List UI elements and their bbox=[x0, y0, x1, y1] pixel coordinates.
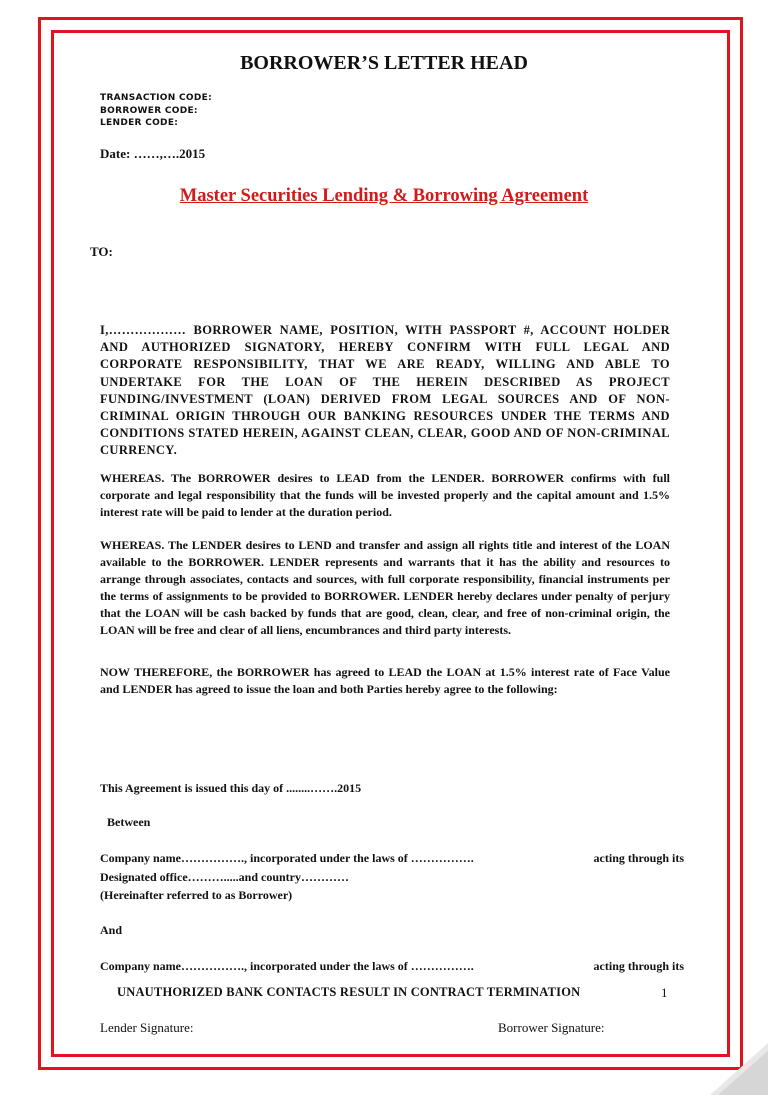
page-curl-icon bbox=[690, 1035, 768, 1095]
designated-office-line: Designated office……….....and country………… bbox=[100, 870, 349, 884]
issued-line: This Agreement is issued this day of ........…….2015 bbox=[100, 781, 362, 795]
and-label: And bbox=[100, 923, 123, 937]
transaction-code-label: TRANSACTION CODE: bbox=[100, 93, 212, 103]
page-number: 1 bbox=[661, 985, 668, 1000]
now-therefore-paragraph: NOW THEREFORE, the BORROWER has agreed to LEAD the LOAN at 1.5% interest rate of Face Value and LENDER has agreed to issue the loan and both Parties hereby agree to the following: bbox=[100, 665, 670, 696]
company-line-2 bbox=[100, 959, 684, 974]
whereas-lender-paragraph: WHEREAS. The LENDER desires to LEND and transfer and assign all rights title and interest of the LOAN available to the BORROWER. LENDER represents and warrants that it has the ability and resources to arrange through associates, contacts and sources, with full corporate responsibility, financial instruments per the terms of assignments to be provided to BORROWER. LENDER hereby declares under penalty of perjury that the LOAN will be cash backed by funds that are good, clean, clear, and free of non-criminal origin, the LOAN will be free and clear of all liens, encumbrances and third party interests. bbox=[100, 538, 670, 637]
termination-warning: UNAUTHORIZED BANK CONTACTS RESULT IN CONTRACT TERMINATION bbox=[117, 985, 581, 999]
between-label: Between bbox=[107, 815, 151, 829]
lender-code-label: LENDER CODE: bbox=[100, 118, 179, 128]
company-1-text: Company name……………., incorporated under the laws of ……………. bbox=[100, 851, 474, 865]
date-line: Date: ……,….2015 bbox=[100, 146, 206, 161]
referred-as-borrower: (Hereinafter referred to as Borrower) bbox=[100, 888, 293, 902]
borrower-signature-label: Borrower Signature: bbox=[498, 1020, 605, 1035]
declaration-paragraph: I,……………… BORROWER NAME, POSITION, WITH PASSPORT #, ACCOUNT HOLDER AND AUTHORIZED SIGNATORY, HEREBY CONFIRM WITH FULL LEGAL AND CORPORATE RESPONSIBILITY, THAT WE ARE READY, WILLING AND ABLE TO UNDERTAKE FOR THE LOAN OF THE HEREIN DESCRIBED AS PROJECT FUNDING/INVESTMENT (LOAN) DERIVED FROM LEGAL SOURCES AND OF NON-CRIMINAL ORIGIN THROUGH OUR BANKING RESOURCES UNDER THE TERMS AND CONDITIONS STATED HEREIN, AGAINST CLEAN, CLEAR, GOOD AND OF NON-CRIMINAL CURRENCY. bbox=[100, 323, 670, 458]
letterhead-title: BORROWER’S LETTER HEAD bbox=[240, 52, 528, 74]
company-line-1 bbox=[100, 851, 684, 866]
company-2-acting: acting through its bbox=[593, 959, 684, 973]
company-1-acting: acting through its bbox=[593, 851, 684, 865]
lender-signature-label: Lender Signature: bbox=[100, 1020, 194, 1035]
to-label: TO: bbox=[90, 244, 113, 259]
whereas-borrower-paragraph: WHEREAS. The BORROWER desires to LEAD from the LENDER. BORROWER confirms with full corporate and legal responsibility that the funds will be invested properly and the capital amount and 1.5% interest rate will be paid to lender at the duration period. bbox=[100, 471, 670, 519]
borrower-code-label: BORROWER CODE: bbox=[100, 105, 198, 116]
code-block bbox=[100, 92, 212, 130]
agreement-title: Master Securities Lending & Borrowing Agreement bbox=[179, 186, 589, 206]
company-2-text: Company name……………., incorporated under the laws of ……………. bbox=[100, 959, 474, 973]
